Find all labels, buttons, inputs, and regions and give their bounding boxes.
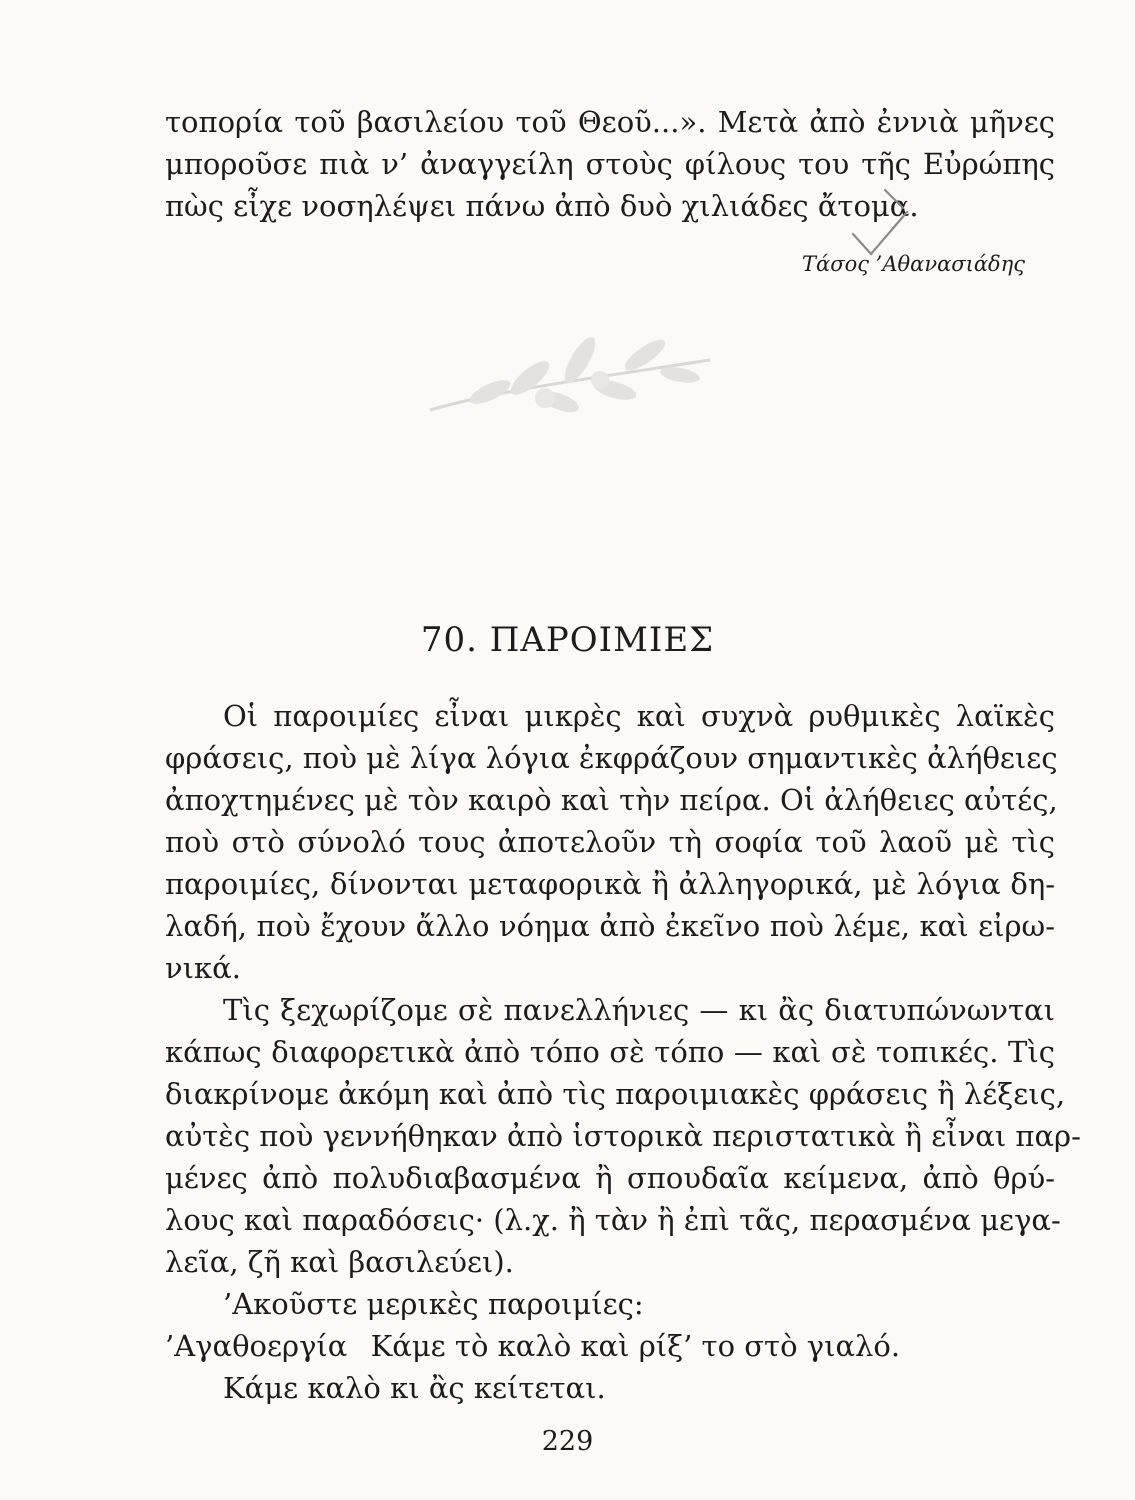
text-line: ἀποχτημένες μὲ τὸν καιρὸ καὶ τὴν πείρα. Οἱ ἀλήθειες αὐτές, <box>165 783 1058 817</box>
text-line: νικά. <box>165 951 241 985</box>
proverb-term: ’Αγαθοεργία <box>165 1329 348 1363</box>
text-line: τοπορία τοῦ βασιλείου τοῦ Θεοῦ...». Μετὰ ἀπὸ ἐννιὰ μῆνες <box>165 105 1055 139</box>
text-line: Τὶς ξεχωρίζομε σὲ πανελλήνιες — κι ἂς διατυπώνωνται <box>223 993 1055 1027</box>
olive-branch-ornament-icon <box>410 320 730 450</box>
pencil-check-mark-icon <box>845 182 915 262</box>
text-line: αὐτὲς ποὺ γεννήθηκαν ἀπὸ ἱστορικὰ περιστατικὰ ἢ εἶναι παρ- <box>165 1119 1081 1153</box>
proverbs-intro: ’Ακοῦστε μερικὲς παροιμίες: <box>223 1287 644 1321</box>
text-line: μποροῦσε πιὰ ν’ ἀναγγείλη στοὺς φίλους του τῆς Εὐρώπης <box>165 147 1055 181</box>
text-line: πὼς εἶχε νοσηλέψει πάνω ἀπὸ δυὸ χιλιάδες ἄτομα. <box>165 189 919 223</box>
text-line: Οἱ παροιμίες εἶναι μικρὲς καὶ συχνὰ ρυθμικὲς λαϊκὲς <box>223 699 1055 733</box>
text-line: ποὺ στὸ σύνολό τους ἀποτελοῦν τὴ σοφία τοῦ λαοῦ μὲ τὶς <box>165 825 1055 859</box>
text-line: κάπως διαφορετικὰ ἀπὸ τόπο σὲ τόπο — καὶ σὲ τοπικές. Τὶς <box>165 1035 1055 1069</box>
text-line: φράσεις, ποὺ μὲ λίγα λόγια ἐκφράζουν σημαντικὲς ἀλήθειες <box>165 741 1058 775</box>
proverb-entry <box>165 1328 900 1364</box>
proverb-saying: Κάμε καλὸ κι ἂς κείτεται. <box>223 1371 606 1405</box>
proverb-saying: Κάμε τὸ καλὸ καὶ ρίξ’ το στὸ γιαλό. <box>370 1329 901 1363</box>
text-line: διακρίνομε ἀκόμη καὶ ἀπὸ τὶς παροιμιακὲς φράσεις ἢ λέξεις, <box>165 1077 1066 1111</box>
text-line: μένες ἀπὸ πολυδιαβασμένα ἢ σπουδαῖα κείμενα, ἀπὸ θρύ- <box>165 1161 1055 1195</box>
text-line: παροιμίες, δίνονται μεταφορικὰ ἢ ἀλληγορικά, μὲ λόγια δη- <box>165 867 1055 901</box>
text-line: λαδή, ποὺ ἔχουν ἄλλο νόημα ἀπὸ ἐκεῖνο ποὺ λέμε, καὶ εἰρω- <box>165 909 1055 943</box>
text-line: λους καὶ παραδόσεις· (λ.χ. ἢ τὰν ἢ ἐπὶ τᾶς, περασμένα μεγα- <box>165 1203 1061 1237</box>
page-number: 229 <box>541 1426 594 1457</box>
text-line: λεῖα, ζῆ καὶ βασιλεύει). <box>165 1245 514 1279</box>
author-signature: Τάσος ’Αθανασιάδης <box>802 252 1025 276</box>
section-title: 70. ΠΑΡΟΙΜΙΕΣ <box>420 620 715 660</box>
